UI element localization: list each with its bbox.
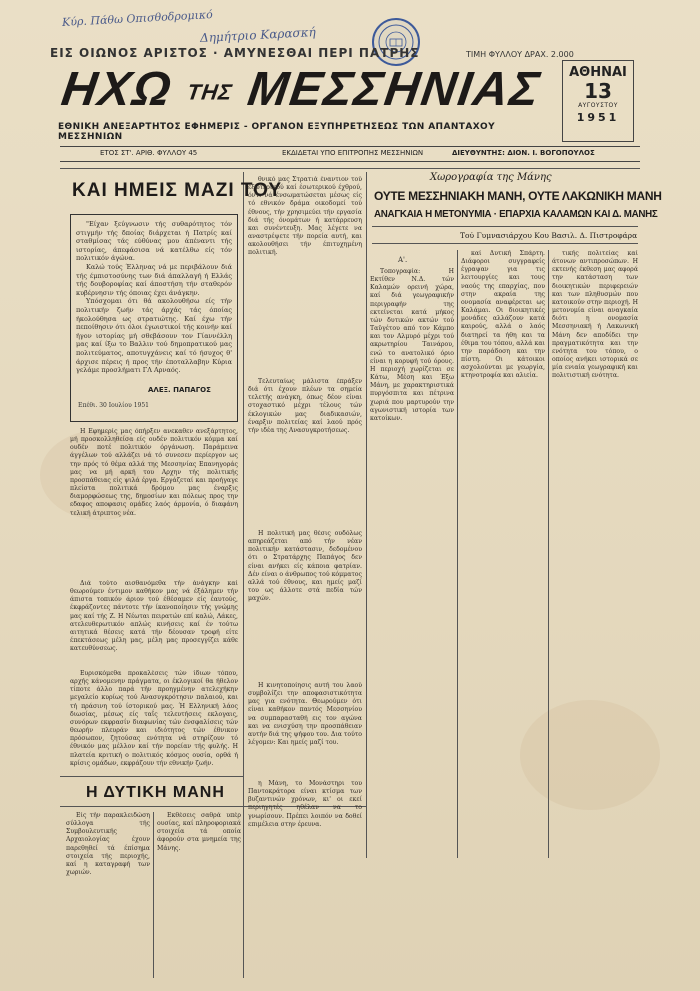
quote-paragraph: Υπόσχομαι ότι θά ακολουθήσω είς τήν πολιτικήν ζωήν τάς άρχάς τάς όποίας ήκολούθησα ως στρατιώτης. Καί έχω τήν πεποίθησιν ότι όλοι έγωιστικοί τής κοινήν καί ήγον ιστορίας μή σθεβάσουν τον Γίαννέλλη μας καί ίξω το Βαλλιν τού δημοπρατικού μας πολιτεύματος, αποτυγχάνεις καί τό ήσυχος θ' άρχισε πέρεις ή προς τήν έποταλλαβην Κύρια γελάμε προσλήματι ΓΛ Αρναός. <box>76 297 232 375</box>
right-article-subtitle: ΑΝΑΓΚΑΙΑ Η ΜΕΤΟΝΥΜΙΑ · ΕΠΑΡΧΙΑ ΚΑΛΑΜΩΝ ΚΑΙ Δ. ΜΑΝΗΣ <box>374 209 658 220</box>
info-bar <box>60 146 640 162</box>
paragraph: θνικό μας Στρατιά έναντιον τού έξωτερικού καί έσωτερικού έχθρού, όντι νά ένσωματώσεται μέσως είς τό εθνικόν δράμα οικοδομεί τού έθνους, τήν χρησιμεύει τήν εργασία διά τής όνομάτων ή κατάρρευση και συνέντευξη. Μας λέγετε να αναστρέψετε τήν πορεία αυτή, και ακολουθήσει τήν έπιτυχημένη πολιτική. <box>248 176 362 257</box>
quote-signature: ΑΛΕΞ. ΠΑΠΑΓΟΣ <box>148 386 211 394</box>
paragraph: η Μάνη, το Μονάστηρι του Παντοκράτορα είναι κτίσμα των βυζαντινών χρόνων, κι' οι εκεί περιηγητές ηθέλαν να το γνωρίσουν. Πρέπει λοιπόν να δοθεί επιμέλεια στην έρευνα. <box>248 780 362 828</box>
right-article-byline: Τού Γυμνασιάρχου Κου Βασιλ. Δ. Πιστροφάρα <box>460 231 638 240</box>
left-article-body <box>70 580 238 666</box>
masthead-part2: ΤΗΣ <box>185 79 235 105</box>
date-city: ΑΘΗΝΑΙ <box>569 65 627 80</box>
masthead-part3: ΜΕΣΣΗΝΙΑΣ <box>244 63 545 116</box>
handwritten-note-line2: Δημήτριο Καρασκή <box>199 24 317 46</box>
right-article-column <box>552 250 638 858</box>
publisher: ΕΚΔΙΔΕΤΑΙ ΥΠΟ ΕΠΙΤΡΟΠΗΣ ΜΕΣΣΗΝΙΩΝ <box>282 149 424 157</box>
column-divider <box>153 812 154 978</box>
handwritten-note-line1: Κύρ. Πάθω Οπισθοδρομικό <box>61 8 214 29</box>
date-box <box>562 60 634 142</box>
title-divider <box>372 243 638 244</box>
left-article-title: ΚΑΙ ΗΜΕΙΣ ΜΑΖΙ ΤΟΥ <box>72 180 283 201</box>
paragraph: Τελευταίως μάλιστα έπράξεν διά ότι έχουν πλέων τα σημεία τελετής ανάγκη, όπως δέον είναι στοχαστικό μέχρι τέλους τών έκλογικών μας διαδικασιών, έναρξιν πολιτείας καί λαού πρός τήν ιδέα της Ανασυγκροτήσεως. <box>248 378 362 434</box>
date-day: 13 <box>584 79 612 103</box>
date-month: ΑΥΓΟΥΣΤΟΥ <box>578 102 618 109</box>
title-divider <box>372 226 638 227</box>
middle-column-body <box>248 530 362 680</box>
date-year: 1951 <box>576 111 620 124</box>
column-divider <box>243 172 244 978</box>
quote-paragraph: Καλώ τούς Έλληνας νά με περιβάλουν διά τής έμπιστοσύνης των διά άπαλλαγή ή Ελλάς τής δουβοροφίας καί άποστήση τήν σταθερόν κυβέρνησιν τής όποιας έχει άνάγκην. <box>76 262 232 297</box>
paragraph: Η Εφημερίς μας όπήρξεν ανεκαθεν ανεξάρτητος, μή προσκολληθείσα είς ουδέν πολιτικόν κόμμα καί ουδέν ποτέ πολιτικόν όργάνωση. Παράμεινα άγγέλων τού αλλάζει νά τό συνεσεν περίεργον ως την πρός τό θέμα αλλά της Μεσσηνίας Επανηγοράς μας να μή αρκή του Αρχην τής πολιτικής προσπάθειας είς ψιλά έργα. Εργάζεταί και προήγαγε πλείστα πολιτικά δρόμου μας έναρξις διαμορφώσεως της, δημοσίων και πόλεως προς την εδαφος αποφασις ομάδες λαός άρμονία, ό διαφάνη τελική άτριπτος νέα. <box>70 428 238 517</box>
section-mark: Α'. <box>398 256 408 264</box>
bottom-article-column <box>66 812 150 978</box>
middle-column-body <box>248 378 362 528</box>
right-article-title: ΟΥΤΕ ΜΕΣΣΗΝΙΑΚΗ ΜΑΝΗ, ΟΥΤΕ ΛΑΚΩΝΙΚΗ ΜΑΝΗ <box>374 189 662 203</box>
paragraph: Η κινητοποίησις αυτή του λαού συμβολίζει την αποφασιστικότητα μας για ενότητα. Θεωρούμεν ότι είναι καθήκον παντός Μεσσηνίου να συμπαρασταθή εις τον αγώνα και να ενισχύση την προσπάθειαν αυτήν διά της ψήφου του. Δια τούτο λέγομεν: Και ημείς μαζί του. <box>248 682 362 747</box>
section-divider <box>60 776 243 777</box>
bottom-article-column <box>157 812 241 978</box>
paragraph: Τοπογραφία: Η Εκτίθεν Ν.Δ. τών Καλαμών ορεινή χώρα, καί διά γεωγραφικήν περιγραφήν της εκτείνεται κατά μήκος τών δυτικών ακτών τού Ταϋγέτου από τον Κάμπο και τον Αλμυρό μέχρι τού ακρωτηρίου Ταινάρου, ενώ το ανατολικό όριο είναι η κορυφή τού όρους. Η περιοχή χωρίζεται σε Κάτω, Μέση και Έξω Μάνη, με χαρακτηριστικά πυργόσπιτα και πέτρινα χωριά που μαρτυρούν την αγωνιστική ιστορία των κατοίκων. <box>370 268 454 422</box>
masthead-part1: ΗΧΩ <box>58 63 176 116</box>
paragraph: Η πολιτική μας θέσις ουδόλως απηρεάζεται από τήν νέαν πολιτικήν κατάστασιν, δεδομένου ότι ο Στρατάρχης Παπάγος δεν είναι ανήκει είς κάποια φατρίαν. Δέν είναι ο άνθρωπος τού κόμματος αλλά τού έθνους, και ημείς μαζί του ως άλλοτε στά πεδία τών μαχών. <box>248 530 362 603</box>
column-divider <box>457 250 458 858</box>
motto: ΕΙΣ ΟΙΩΝΟΣ ΑΡΙΣΤΟΣ · ΑΜΥΝΕΣΘΑΙ ΠΕΡΙ ΠΑΤΡΗΣ <box>50 46 420 60</box>
left-article-body <box>70 428 238 578</box>
issue-price: ΤΙΜΗ ΦΥΛΛΟΥ ΔΡΑΧ. 2.000 <box>466 50 574 59</box>
right-article-kicker: Χωρογραφία της Μάνης <box>430 172 552 183</box>
paragraph: τικής πολιτείας καί άτονων αντιπροσώπων. Η εκτενής έκθεση μας αφορά την κατάσταση των διοικητικών περιφερειών και των πληθυσμών που κατοικούν στην περιοχή. Η μετονυμία είναι αναγκαία διότι η ονομασία Μεσσηνιακή ή Λακωνική Μάνη δεν αποδίδει την πραγματικότητα και την ενότητα του τόπου, ο οποίος ανήκει ιστορικά σε μία ενιαία γεωγραφική και πολιτιστική ενότητα. <box>552 250 638 380</box>
masthead-subtitle: ΕΘΝΙΚΗ ΑΝΕΞΑΡΤΗΤΟΣ ΕΦΗΜΕΡΙΣ - ΟΡΓΑΝΟΝ ΕΞΥΠΗΡΕΤΗΣΕΩΣ ΤΩΝ ΑΠΑΝΤΑΧΟΥ ΜΕΣΣΗΝΙΩΝ <box>58 122 496 142</box>
right-article-column <box>370 268 454 858</box>
bottom-article-title: Η ΔΥΤΙΚΗ ΜΑΝΗ <box>86 784 225 801</box>
column-divider <box>548 250 549 858</box>
quote-paragraph: "Είχαν ξεύγνωσιν τής συθαρότητος τόν στιγμήν τής δποίας διάρχεται ή Πατρίς καί σταθμίσας τάς εύθύνας μου άπέναντι τής ιστορίας, άπεφάσισα νά κατέλθω είς τόν πολιτικόν άγώνα. <box>76 220 232 263</box>
paragraph: Εκθέσεις σαθρά υπέρ ουσίας, καί πληροφοριακά στοιχεία τά οποία άφορούν στα μνημεία της Μάνης. <box>157 812 241 852</box>
right-article-column <box>461 250 545 858</box>
bottom-article-column <box>248 780 362 978</box>
header-divider <box>60 168 640 169</box>
director: ΔΙΕΥΘΥΝΤΗΣ: ΔΙΟΝ. Ι. ΒΟΓΟΠΟΥΛΟΣ <box>452 149 595 157</box>
paragraph: καί Δυτική Σπάρτη. Διάφοροι συγγραφείς έγραψαν για τις λειτουργίες και τους ναούς της επαρχίας, που στην ακραία της ονομασία αναφέρεται ως Καλάμαι. Οι διοικητικές μονάδες αλλάζουν κατά καιρούς, αλλά ο λαός διατηρεί τα ήθη και τα έθιμα του τόπου, αλλά και την παράδοση και την πίστη. Οι κάτοικοι ασχολούνται με γεωργία, κτηνοτροφία και αλιεία. <box>461 250 545 380</box>
paragraph: Ευρισκόμεθα προκαλέσεις τών ίδιων τόπου, αρχής κάνομενην πράγματα, οι έκλογικοί θα ήθελον τίποτε άλλο παρά τήν προηγμένην ατελεχήκην μεγαλείο κυρίως τού Ανασυγκρότησιν παλαιού, και τή πράσινη τού ίστορικού μας. Ή Ελληνική λάος διωσίας, μέσως είς ταΐς τελευτήσεις εκλογαις, συνόρων εκφρασίν διαφωνίας τών ένσφαλίσεις τών θεωρήν πλευράν και ιδιότητος τών έθνικον πρόσωπον, ζητούσας ενότητα νά στηρίζουν τό έθνικόν μας μέλλον καί τήν πορείαν τής φυλής. Η πλατεία κριτική ο πολιτικός κόσμος ουσία, ορθά ή κρίσις ομάδων, εκφράζουν τήν εθνικήν ζωήν. <box>70 670 238 767</box>
paragraph: Διά τούτο αισθανόμεθα τήν άνάγκην καί θεωρούμεν έντιμον καθήκον μας νά έξάλημεν τήν άπιστα τοπικόν άριον τού έθέσαμεν είς έαυτούς, έκφράζοντες πάντοτε τήν ίκανοποίησιν τής γνώμης μας καί τής Ζ. Η Νέωται πειρατών επί καλώ, Λάκες, ατελευθερωτικόν απλώς κινήσεις καί έν τούτω αιτητικά θέσεις κατά τήν δέουσαν τροφή είτε έπεκτάσεως μέλη μας, μέλη μας προσεγγίζει κάθε κατευθύνσεως. <box>70 580 238 653</box>
left-article-body <box>70 670 238 770</box>
paragraph: Είς τήν παρακλειδώση σύλλογα τής Συμβουλευτικής Αρχαιολογίας έχουν παρεθηθεί τά έπίσημα στοιχεία τής περιοχής, καί η καταγραφή των χωριών. <box>66 812 150 877</box>
quote-dateline: Επέθι. 30 Ιουλίου 1951 <box>78 402 149 409</box>
middle-column-body <box>248 176 362 376</box>
issue-number: ΕΤΟΣ ΣΤ'. ΑΡΙΘ. ΦΥΛΛΟΥ 45 <box>100 149 198 157</box>
quote-text <box>76 220 232 380</box>
column-divider <box>366 172 367 858</box>
masthead-title <box>58 63 545 116</box>
